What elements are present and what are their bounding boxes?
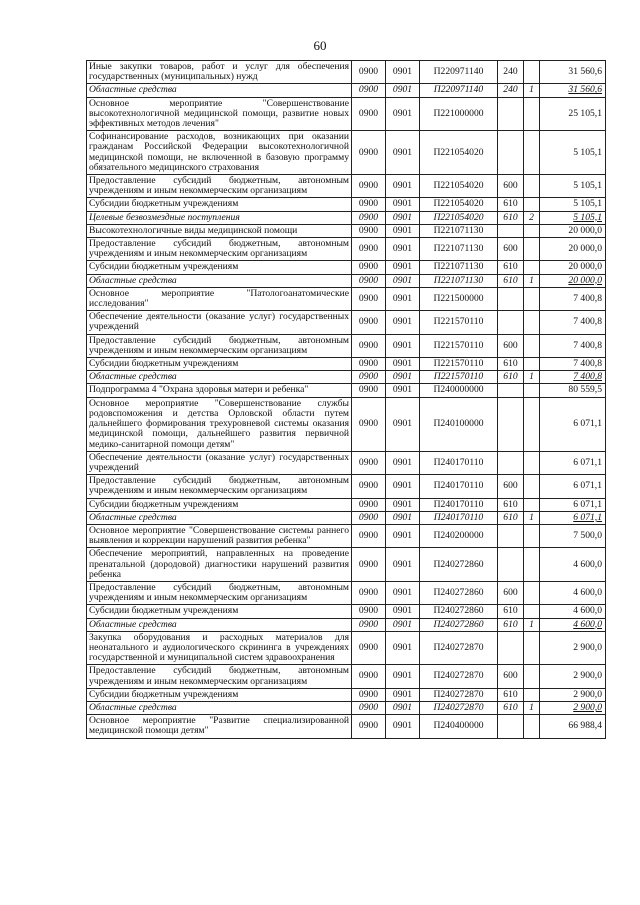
row-expense-type: 600 [498, 581, 524, 604]
row-grbs: 0900 [352, 384, 386, 397]
row-expense-type: 610 [498, 358, 524, 371]
row-expense-type [498, 524, 524, 547]
table-row [87, 131, 606, 175]
row-grbs: 0900 [352, 97, 386, 131]
row-grbs: 0900 [352, 618, 386, 631]
table-row [87, 665, 606, 688]
row-expense-type [498, 311, 524, 334]
row-section: 0901 [386, 451, 420, 474]
row-name: Субсидии бюджетным учреждениям [87, 605, 352, 618]
row-section: 0901 [386, 371, 420, 384]
row-section: 0901 [386, 688, 420, 701]
row-section: 0901 [386, 618, 420, 631]
row-target-article: П220971140 [420, 61, 498, 84]
row-section: 0901 [386, 701, 420, 714]
row-amount: 66 988,4 [540, 715, 606, 738]
row-funding-source [524, 311, 540, 334]
row-amount: 6 071,1 [540, 498, 606, 511]
row-section: 0901 [386, 384, 420, 397]
row-amount: 5 105,1 [540, 198, 606, 211]
row-target-article: П240272870 [420, 688, 498, 701]
row-target-article: П221570110 [420, 334, 498, 357]
row-amount: 6 071,1 [540, 451, 606, 474]
row-target-article: П240272860 [420, 618, 498, 631]
row-expense-type [498, 287, 524, 310]
row-section: 0901 [386, 97, 420, 131]
row-section: 0901 [386, 358, 420, 371]
row-name: Субсидии бюджетным учреждениям [87, 198, 352, 211]
row-name: Областные средства [87, 618, 352, 631]
row-grbs: 0900 [352, 198, 386, 211]
row-amount: 4 600,0 [540, 605, 606, 618]
row-section: 0901 [386, 287, 420, 310]
row-expense-type: 610 [498, 198, 524, 211]
row-amount: 2 900,0 [540, 701, 606, 714]
row-target-article: П221054020 [420, 211, 498, 224]
table-row [87, 334, 606, 357]
row-amount: 7 400,8 [540, 334, 606, 357]
row-name: Обеспечение деятельности (оказание услуг) государственных учреждений [87, 311, 352, 334]
row-amount: 7 400,8 [540, 358, 606, 371]
row-grbs: 0900 [352, 581, 386, 604]
table-row [87, 261, 606, 274]
row-amount: 4 600,0 [540, 618, 606, 631]
row-section: 0901 [386, 605, 420, 618]
row-section: 0901 [386, 397, 420, 451]
row-section: 0901 [386, 334, 420, 357]
row-target-article: П221570110 [420, 358, 498, 371]
row-target-article: П221071130 [420, 224, 498, 237]
table-row [87, 224, 606, 237]
row-target-article: П240272870 [420, 701, 498, 714]
row-grbs: 0900 [352, 84, 386, 97]
row-expense-type: 610 [498, 701, 524, 714]
row-section: 0901 [386, 511, 420, 524]
row-amount: 4 600,0 [540, 548, 606, 582]
row-amount: 7 400,8 [540, 371, 606, 384]
row-funding-source [524, 334, 540, 357]
row-target-article: П240170110 [420, 475, 498, 498]
table-row [87, 688, 606, 701]
row-name: Обеспечение мероприятий, направленных на проведение пренатальной (дородовой) диагностики нарушений развития ребенка [87, 548, 352, 582]
table-row [87, 358, 606, 371]
row-amount: 25 105,1 [540, 97, 606, 131]
table-row [87, 548, 606, 582]
row-funding-source: 1 [524, 618, 540, 631]
row-amount: 4 600,0 [540, 581, 606, 604]
row-amount: 31 560,6 [540, 84, 606, 97]
row-grbs: 0900 [352, 371, 386, 384]
row-name: Предоставление субсидий бюджетным, автономным учреждениям и иным некоммерческим организациям [87, 475, 352, 498]
table-row [87, 211, 606, 224]
row-grbs: 0900 [352, 224, 386, 237]
table-row [87, 198, 606, 211]
row-expense-type [498, 548, 524, 582]
row-name: Основное мероприятие "Развитие специализированной медицинской помощи детям" [87, 715, 352, 738]
row-amount: 5 105,1 [540, 131, 606, 175]
row-target-article: П240400000 [420, 715, 498, 738]
row-funding-source [524, 238, 540, 261]
row-target-article: П240200000 [420, 524, 498, 547]
row-funding-source [524, 631, 540, 665]
row-expense-type [498, 224, 524, 237]
row-target-article: П221054020 [420, 198, 498, 211]
row-target-article: П240272860 [420, 581, 498, 604]
row-section: 0901 [386, 311, 420, 334]
table-row [87, 287, 606, 310]
table-row [87, 397, 606, 451]
table-row [87, 715, 606, 738]
row-funding-source: 1 [524, 274, 540, 287]
row-grbs: 0900 [352, 511, 386, 524]
row-expense-type [498, 631, 524, 665]
row-amount: 6 071,1 [540, 475, 606, 498]
row-funding-source [524, 358, 540, 371]
row-grbs: 0900 [352, 211, 386, 224]
row-funding-source: 1 [524, 511, 540, 524]
table-row [87, 451, 606, 474]
table-row [87, 631, 606, 665]
row-section: 0901 [386, 274, 420, 287]
row-target-article: П221500000 [420, 287, 498, 310]
row-funding-source [524, 665, 540, 688]
row-target-article: П240272860 [420, 548, 498, 582]
row-funding-source [524, 688, 540, 701]
row-target-article: П221054020 [420, 175, 498, 198]
row-name: Субсидии бюджетным учреждениям [87, 498, 352, 511]
row-grbs: 0900 [352, 175, 386, 198]
row-section: 0901 [386, 581, 420, 604]
table-row [87, 175, 606, 198]
budget-table [86, 60, 606, 739]
row-expense-type [498, 97, 524, 131]
row-funding-source [524, 384, 540, 397]
row-name: Предоставление субсидий бюджетным, автономным учреждениям и иным некоммерческим организациям [87, 238, 352, 261]
row-grbs: 0900 [352, 631, 386, 665]
row-grbs: 0900 [352, 688, 386, 701]
row-target-article: П240272870 [420, 665, 498, 688]
table-body [87, 61, 606, 739]
row-expense-type: 600 [498, 665, 524, 688]
row-amount: 20 000,0 [540, 261, 606, 274]
table-row [87, 371, 606, 384]
row-grbs: 0900 [352, 334, 386, 357]
row-name: Субсидии бюджетным учреждениям [87, 688, 352, 701]
row-expense-type: 240 [498, 84, 524, 97]
row-funding-source [524, 97, 540, 131]
row-target-article: П221071130 [420, 274, 498, 287]
row-grbs: 0900 [352, 261, 386, 274]
row-funding-source [524, 548, 540, 582]
row-funding-source [524, 131, 540, 175]
table-row [87, 618, 606, 631]
row-section: 0901 [386, 131, 420, 175]
row-target-article: П221570110 [420, 311, 498, 334]
row-expense-type [498, 384, 524, 397]
row-grbs: 0900 [352, 274, 386, 287]
row-funding-source [524, 498, 540, 511]
table-row [87, 384, 606, 397]
row-section: 0901 [386, 198, 420, 211]
row-amount: 5 105,1 [540, 175, 606, 198]
row-name: Основное мероприятие "Патологоанатомические исследования" [87, 287, 352, 310]
table-row [87, 701, 606, 714]
row-amount: 7 500,0 [540, 524, 606, 547]
row-expense-type: 600 [498, 238, 524, 261]
row-grbs: 0900 [352, 475, 386, 498]
row-section: 0901 [386, 475, 420, 498]
row-name: Целевые безвозмездные поступления [87, 211, 352, 224]
row-grbs: 0900 [352, 605, 386, 618]
table-row [87, 475, 606, 498]
table-row [87, 498, 606, 511]
row-grbs: 0900 [352, 701, 386, 714]
row-name: Областные средства [87, 274, 352, 287]
row-grbs: 0900 [352, 665, 386, 688]
row-target-article: П240170110 [420, 498, 498, 511]
row-expense-type: 610 [498, 371, 524, 384]
row-section: 0901 [386, 238, 420, 261]
row-amount: 20 000,0 [540, 238, 606, 261]
row-grbs: 0900 [352, 238, 386, 261]
row-amount: 20 000,0 [540, 274, 606, 287]
row-expense-type: 600 [498, 475, 524, 498]
row-grbs: 0900 [352, 61, 386, 84]
row-amount: 80 559,5 [540, 384, 606, 397]
row-target-article: П240100000 [420, 397, 498, 451]
row-expense-type: 610 [498, 261, 524, 274]
row-name: Областные средства [87, 371, 352, 384]
row-funding-source [524, 287, 540, 310]
row-amount: 2 900,0 [540, 665, 606, 688]
row-target-article: П240272860 [420, 605, 498, 618]
row-name: Предоставление субсидий бюджетным, автономным учреждениям и иным некоммерческим организациям [87, 665, 352, 688]
row-target-article: П221054020 [420, 131, 498, 175]
row-section: 0901 [386, 224, 420, 237]
row-grbs: 0900 [352, 715, 386, 738]
row-target-article: П240170110 [420, 451, 498, 474]
row-target-article: П240170110 [420, 511, 498, 524]
row-amount: 2 900,0 [540, 688, 606, 701]
row-expense-type: 610 [498, 211, 524, 224]
row-expense-type: 610 [498, 498, 524, 511]
row-expense-type: 610 [498, 274, 524, 287]
row-name: Субсидии бюджетным учреждениям [87, 358, 352, 371]
row-funding-source [524, 451, 540, 474]
row-funding-source [524, 198, 540, 211]
row-name: Софинансирование расходов, возникающих при оказании гражданам Российской Федерации высокотехнологичной медицинской помощи, не включенной в базовую программу обязательного медицинского страхования [87, 131, 352, 175]
row-section: 0901 [386, 498, 420, 511]
row-funding-source [524, 475, 540, 498]
row-amount: 7 400,8 [540, 287, 606, 310]
row-expense-type: 610 [498, 605, 524, 618]
row-name: Основное мероприятие "Совершенствование высокотехнологичной медицинской помощи, развитие новых эффективных методов лечения" [87, 97, 352, 131]
row-grbs: 0900 [352, 451, 386, 474]
row-expense-type [498, 131, 524, 175]
row-funding-source [524, 175, 540, 198]
row-amount: 20 000,0 [540, 224, 606, 237]
table-row [87, 238, 606, 261]
row-section: 0901 [386, 211, 420, 224]
row-grbs: 0900 [352, 498, 386, 511]
table-row [87, 311, 606, 334]
row-funding-source [524, 224, 540, 237]
row-amount: 2 900,0 [540, 631, 606, 665]
row-name: Иные закупки товаров, работ и услуг для обеспечения государственных (муниципальных) нужд [87, 61, 352, 84]
row-section: 0901 [386, 665, 420, 688]
row-name: Высокотехнологичные виды медицинской помощи [87, 224, 352, 237]
row-target-article: П221570110 [420, 371, 498, 384]
row-name: Областные средства [87, 701, 352, 714]
table-row [87, 524, 606, 547]
row-amount: 6 071,1 [540, 397, 606, 451]
row-expense-type: 600 [498, 334, 524, 357]
table-row [87, 605, 606, 618]
row-expense-type: 600 [498, 175, 524, 198]
row-name: Предоставление субсидий бюджетным, автономным учреждениям и иным некоммерческим организациям [87, 334, 352, 357]
row-target-article: П220971140 [420, 84, 498, 97]
table-row [87, 511, 606, 524]
row-funding-source [524, 524, 540, 547]
row-section: 0901 [386, 261, 420, 274]
row-grbs: 0900 [352, 131, 386, 175]
row-funding-source: 1 [524, 701, 540, 714]
row-name: Обеспечение деятельности (оказание услуг) государственных учреждений [87, 451, 352, 474]
row-section: 0901 [386, 175, 420, 198]
row-amount: 5 105,1 [540, 211, 606, 224]
row-name: Предоставление субсидий бюджетным, автономным учреждениям и иным некоммерческим организациям [87, 175, 352, 198]
row-funding-source [524, 61, 540, 84]
row-expense-type [498, 715, 524, 738]
row-target-article: П221000000 [420, 97, 498, 131]
row-name: Субсидии бюджетным учреждениям [87, 261, 352, 274]
row-grbs: 0900 [352, 358, 386, 371]
row-expense-type: 610 [498, 618, 524, 631]
row-funding-source [524, 605, 540, 618]
row-target-article: П240000000 [420, 384, 498, 397]
row-funding-source [524, 261, 540, 274]
row-grbs: 0900 [352, 287, 386, 310]
row-section: 0901 [386, 631, 420, 665]
row-target-article: П240272870 [420, 631, 498, 665]
page-number: 60 [313, 38, 327, 53]
row-name: Областные средства [87, 511, 352, 524]
table-row [87, 581, 606, 604]
row-funding-source: 1 [524, 84, 540, 97]
row-name: Предоставление субсидий бюджетным, автономным учреждениям и иным некоммерческим организациям [87, 581, 352, 604]
row-name: Подпрограмма 4 "Охрана здоровья матери и ребенка" [87, 384, 352, 397]
row-grbs: 0900 [352, 548, 386, 582]
row-amount: 7 400,8 [540, 311, 606, 334]
row-name: Основное мероприятие "Совершенствование системы раннего выявления и коррекции нарушений развития ребенка" [87, 524, 352, 547]
table-row [87, 274, 606, 287]
row-funding-source [524, 715, 540, 738]
row-grbs: 0900 [352, 311, 386, 334]
row-name: Основное мероприятие "Совершенствование службы родовспоможения и детства Орловской области путем дальнейшего формирования трехуровневой системы оказания медицинской помощи, дальнейшего развития первичной медико-санитарной помощи детям" [87, 397, 352, 451]
table-row [87, 84, 606, 97]
row-section: 0901 [386, 715, 420, 738]
row-expense-type: 610 [498, 688, 524, 701]
row-funding-source: 2 [524, 211, 540, 224]
row-name: Областные средства [87, 84, 352, 97]
row-section: 0901 [386, 61, 420, 84]
table-row [87, 97, 606, 131]
row-expense-type: 240 [498, 61, 524, 84]
row-funding-source [524, 397, 540, 451]
row-grbs: 0900 [352, 397, 386, 451]
row-expense-type: 610 [498, 511, 524, 524]
row-target-article: П221071130 [420, 238, 498, 261]
row-section: 0901 [386, 524, 420, 547]
row-expense-type [498, 451, 524, 474]
row-target-article: П221071130 [420, 261, 498, 274]
row-funding-source [524, 581, 540, 604]
row-expense-type [498, 397, 524, 451]
row-section: 0901 [386, 548, 420, 582]
row-grbs: 0900 [352, 524, 386, 547]
row-funding-source: 1 [524, 371, 540, 384]
row-section: 0901 [386, 84, 420, 97]
row-name: Закупка оборудования и расходных материалов для неонатального и аудиологического скрининга в учреждениях государственной и муниципальной систем здравоохранения [87, 631, 352, 665]
row-amount: 6 071,1 [540, 511, 606, 524]
table-row [87, 61, 606, 84]
row-amount: 31 560,6 [540, 61, 606, 84]
